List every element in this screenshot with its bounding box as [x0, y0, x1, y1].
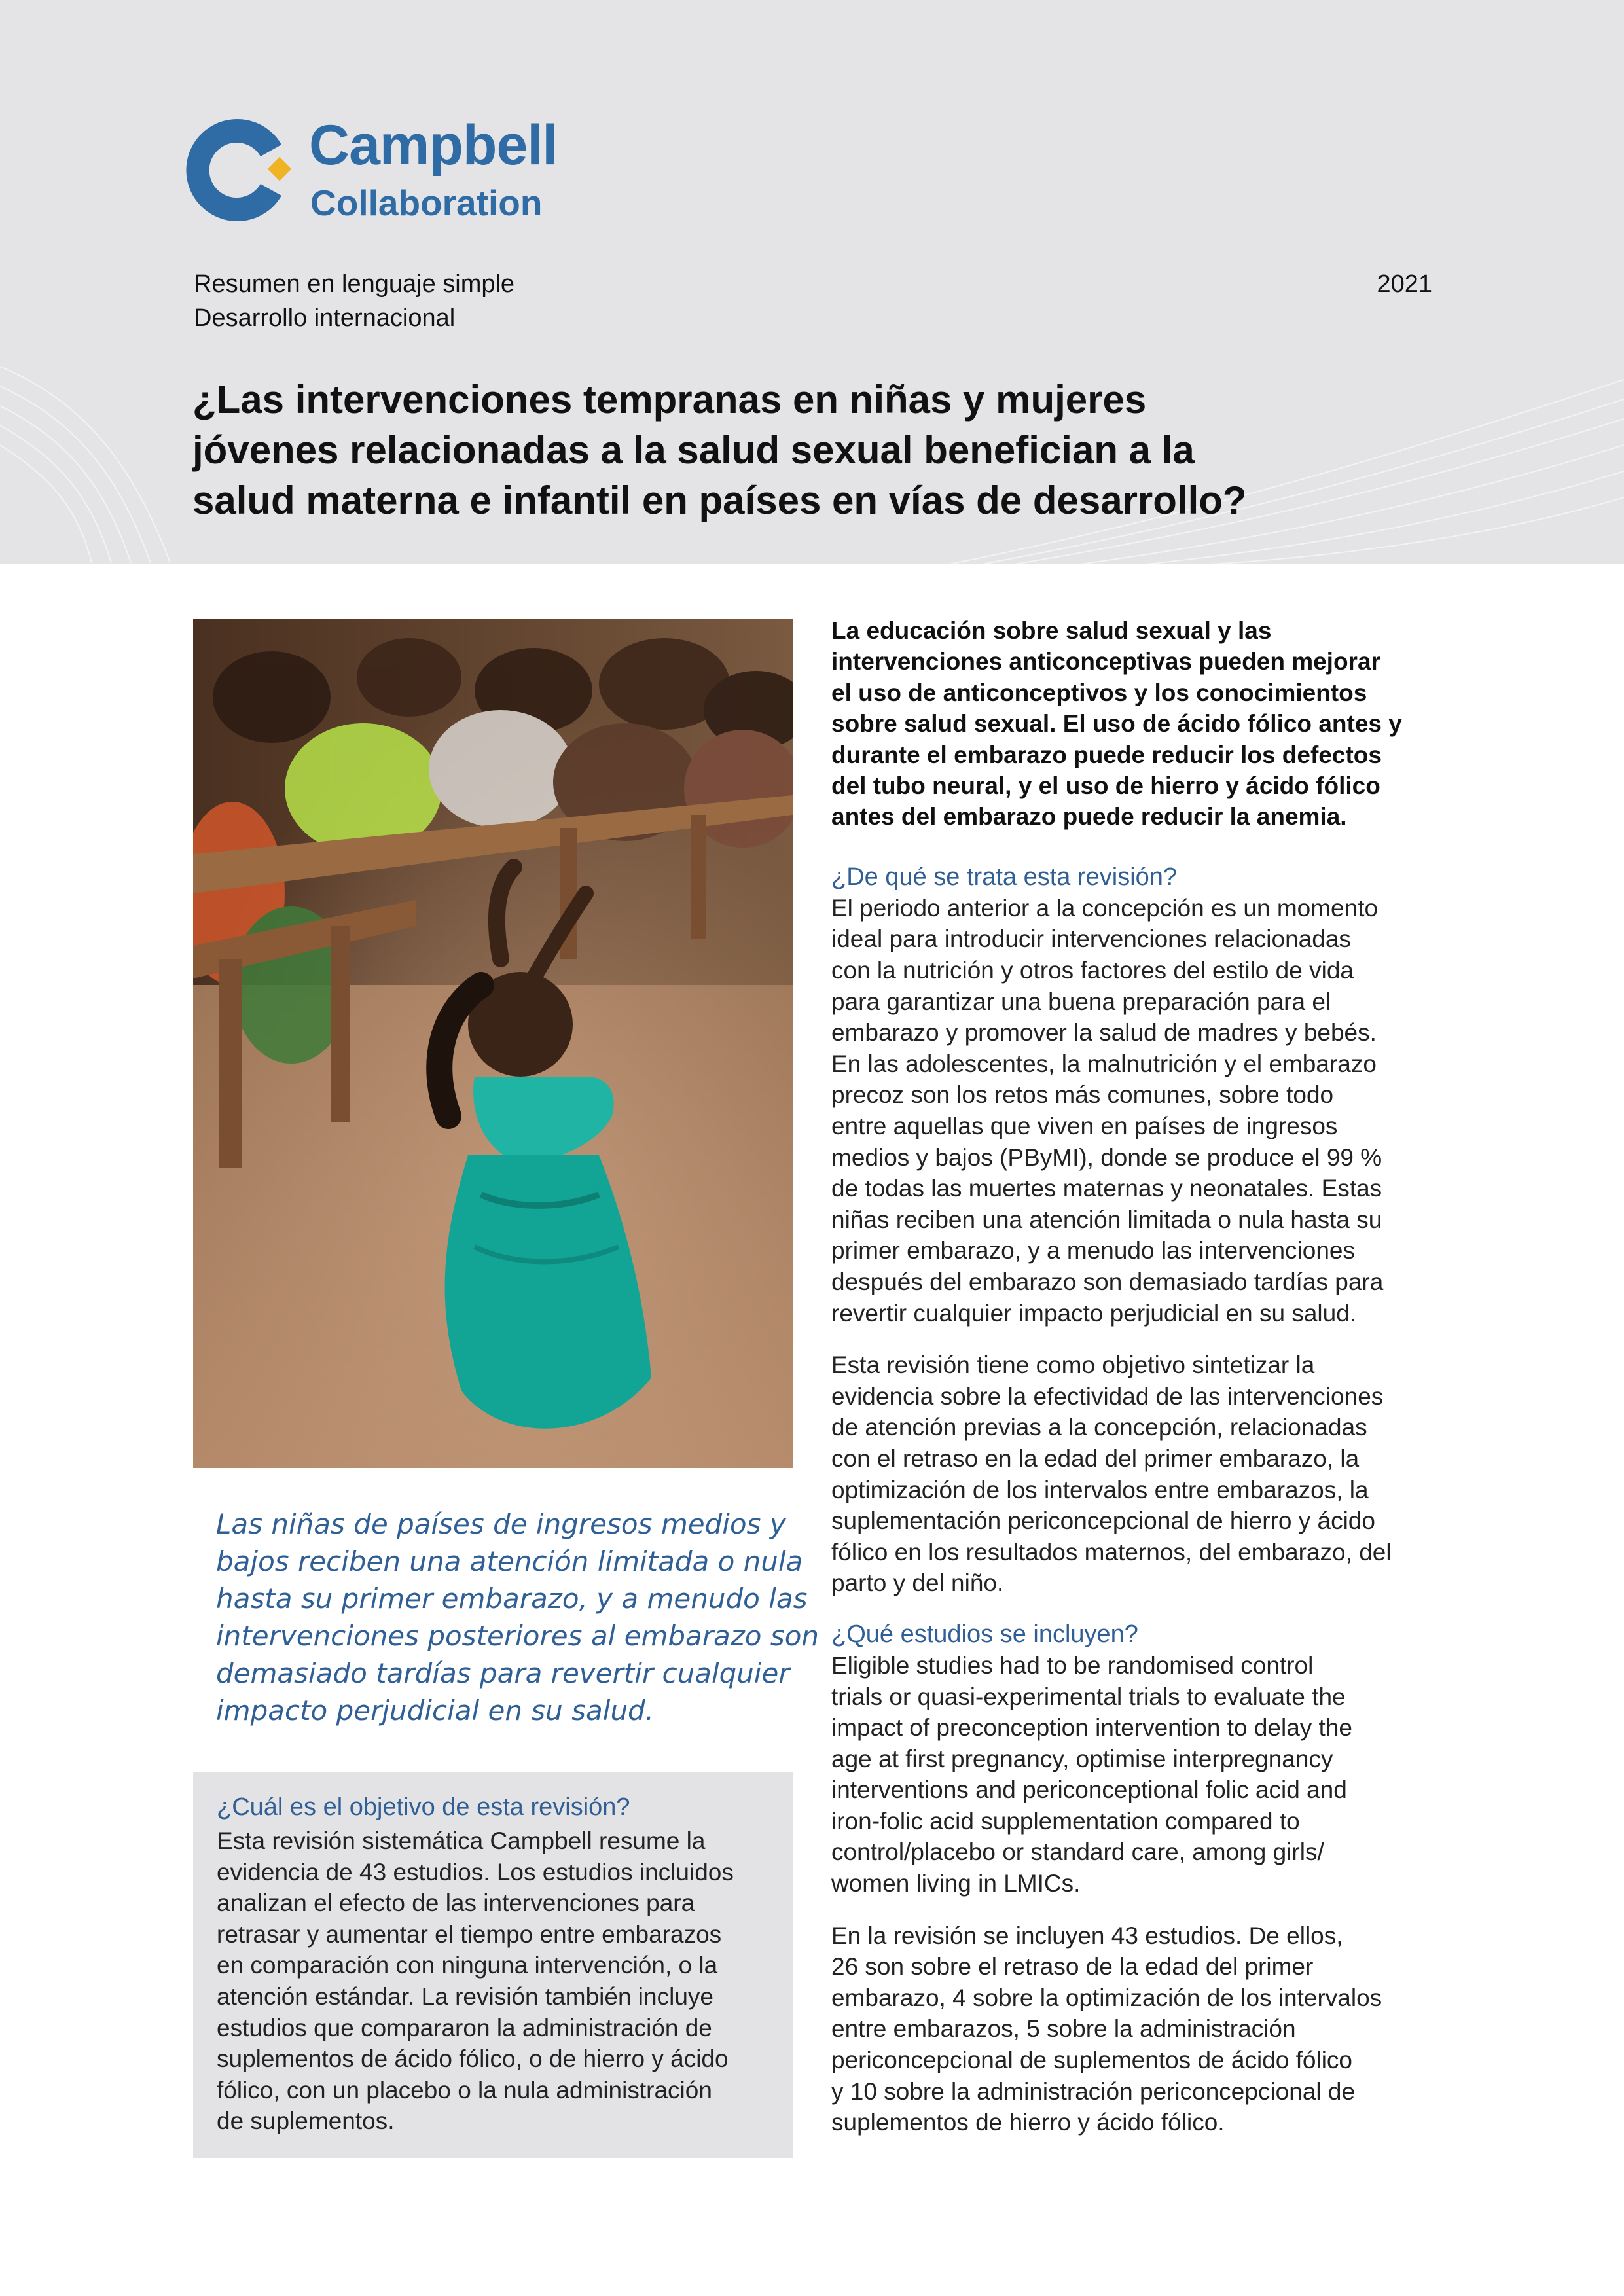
- campbell-logo: [183, 115, 602, 229]
- text-line: con la nutrición y otros factores del estilo de vida: [831, 957, 1354, 984]
- text-line: en comparación con ninguna intervención, o la: [217, 1952, 718, 1979]
- text-line: control/placebo or standard care, among girls/: [831, 1839, 1324, 1866]
- lead-line: durante el embarazo puede reducir los defectos: [831, 741, 1382, 768]
- text-line: En la revisión se incluyen 43 estudios. De ellos,: [831, 1922, 1343, 1949]
- text-line: con el retraso en la edad del primer embarazo, la: [831, 1444, 1360, 1472]
- text-line: entre embarazos, 5 sobre la administración: [831, 2015, 1296, 2043]
- studies-paragraph-1: [831, 1650, 1440, 1899]
- pull-quote-line: intervenciones posteriores al embarazo son: [216, 1620, 820, 1652]
- section-heading-about: ¿De qué se trata esta revisión?: [831, 863, 1178, 891]
- lead-line: intervenciones anticonceptivas pueden mejorar: [831, 648, 1380, 675]
- text-line: En las adolescentes, la malnutrición y el embarazo: [831, 1050, 1377, 1077]
- doc-year: 2021: [1377, 270, 1432, 298]
- text-line: age at first pregnancy, optimise interpregnancy: [831, 1745, 1333, 1772]
- objective-text: [217, 1825, 770, 2137]
- pull-quote-line: Las niñas de países de ingresos medios y: [216, 1508, 786, 1540]
- text-line: periconcepcional de suplementos de ácido fólico: [831, 2047, 1353, 2074]
- text-line: fólico, con un placebo o la nula administración: [217, 2076, 712, 2104]
- text-line: parto y del niño.: [831, 1570, 1004, 1597]
- text-line: ideal para introducir intervenciones relacionadas: [831, 925, 1351, 953]
- title-line: jóvenes relacionadas a la salud sexual benefician a la: [192, 428, 1195, 472]
- text-line: estudios que compararon la administración de: [217, 2014, 712, 2041]
- text-line: Esta revisión sistemática Campbell resume la: [217, 1827, 706, 1854]
- text-line: suplementación periconcepcional de hierro y ácido: [831, 1507, 1375, 1535]
- lead-line: La educación sobre salud sexual y las: [831, 617, 1272, 644]
- pull-quote-line: hasta su primer embarazo, y a menudo las: [216, 1583, 808, 1615]
- text-line: optimización de los intervalos entre embarazos, la: [831, 1476, 1369, 1503]
- text-line: Esta revisión tiene como objetivo sintetizar la: [831, 1352, 1315, 1379]
- header-band: [0, 0, 1624, 564]
- lead-line: del tubo neural, y el uso de hierro y ácido fólico: [831, 772, 1380, 800]
- text-line: embarazo, 4 sobre la optimización de los intervalos: [831, 1984, 1382, 2011]
- text-line: evidencia de 43 estudios. Los estudios incluidos: [217, 1858, 734, 1886]
- about-paragraph-2: [831, 1350, 1440, 1599]
- text-line: women living in LMICs.: [831, 1870, 1081, 1897]
- text-line: niñas reciben una atención limitada o nula hasta su: [831, 1206, 1382, 1233]
- page-title: [192, 374, 1475, 526]
- text-line: retrasar y aumentar el tiempo entre embarazos: [217, 1920, 722, 1948]
- text-line: para garantizar una buena preparación para el: [831, 988, 1331, 1015]
- pull-quote-line: bajos reciben una atención limitada o nula: [216, 1545, 803, 1577]
- text-line: de suplementos.: [217, 2108, 395, 2135]
- objective-heading: ¿Cuál es el objetivo de esta revisión?: [217, 1793, 630, 1821]
- logo-name-line2: Collaboration: [310, 183, 543, 223]
- text-line: revertir cualquier impacto perjudicial en su salud.: [831, 1299, 1357, 1327]
- text-line: atención estándar. La revisión también incluye: [217, 1982, 713, 2010]
- photo-illustration: [193, 619, 793, 1468]
- text-line: de atención previas a la concepción, relacionadas: [831, 1414, 1367, 1441]
- text-line: después del embarazo son demasiado tardías para: [831, 1268, 1384, 1295]
- text-line: precoz son los retos más comunes, sobre todo: [831, 1081, 1334, 1109]
- studies-paragraph-2: [831, 1920, 1440, 2138]
- doc-category: Desarrollo internacional: [194, 304, 456, 332]
- text-line: impact of preconception intervention to delay the: [831, 1714, 1352, 1742]
- text-line: evidencia sobre la efectividad de las intervenciones: [831, 1382, 1384, 1410]
- lead-line: antes del embarazo puede reducir la anemia.: [831, 803, 1347, 831]
- title-line: salud materna e infantil en países en vías de desarrollo?: [192, 478, 1247, 522]
- text-line: suplementos de ácido fólico, o de hierro y ácido: [217, 2045, 729, 2073]
- right-column: [831, 615, 1440, 2138]
- text-line: y 10 sobre la administración periconcepcional de: [831, 2077, 1356, 2105]
- lead-line: sobre salud sexual. El uso de ácido fólico antes y: [831, 710, 1402, 738]
- text-line: analizan el efecto de las intervenciones para: [217, 1890, 695, 1917]
- campbell-c-icon: [183, 115, 295, 226]
- text-line: embarazo y promover la salud de madres y bebés.: [831, 1019, 1377, 1047]
- text-line: Eligible studies had to be randomised control: [831, 1651, 1314, 1679]
- text-line: de todas las muertes maternas y neonatales. Estas: [831, 1175, 1382, 1202]
- text-line: fólico en los resultados maternos, del embarazo, del: [831, 1538, 1392, 1566]
- text-line: trials or quasi-experimental trials to evaluate the: [831, 1683, 1346, 1710]
- objective-box: [193, 1772, 793, 2158]
- section-heading-studies: ¿Qué estudios se incluyen?: [831, 1620, 1138, 1648]
- text-line: primer embarazo, y a menudo las intervenciones: [831, 1237, 1355, 1265]
- text-line: entre aquellas que viven en países de ingresos: [831, 1113, 1338, 1139]
- text-line: suplementos de hierro y ácido fólico.: [831, 2109, 1225, 2136]
- title-line: ¿Las intervenciones tempranas en niñas y mujeres: [192, 378, 1147, 422]
- pull-quote: [216, 1505, 820, 1729]
- doc-meta: [194, 267, 514, 335]
- logo-name-line1: Campbell: [309, 114, 558, 177]
- lead-line: el uso de anticonceptivos y los conocimientos: [831, 679, 1367, 706]
- about-paragraph-1: [831, 893, 1440, 1329]
- lead-summary: [831, 615, 1440, 833]
- text-line: El periodo anterior a la concepción es un momento: [831, 894, 1379, 922]
- pull-quote-line: impacto perjudicial en su salud.: [216, 1695, 655, 1727]
- doc-type: Resumen en lenguaje simple: [194, 270, 515, 298]
- text-line: interventions and periconceptional folic acid and: [831, 1776, 1347, 1804]
- photo-girl-dancing: [193, 619, 793, 1468]
- text-line: medios y bajos (PByMI), donde se produce el 99 %: [831, 1143, 1382, 1171]
- text-line: iron-folic acid supplementation compared to: [831, 1807, 1300, 1835]
- pull-quote-line: demasiado tardías para revertir cualquier: [216, 1657, 790, 1689]
- text-line: 26 son sobre el retraso de la edad del primer: [831, 1953, 1314, 1981]
